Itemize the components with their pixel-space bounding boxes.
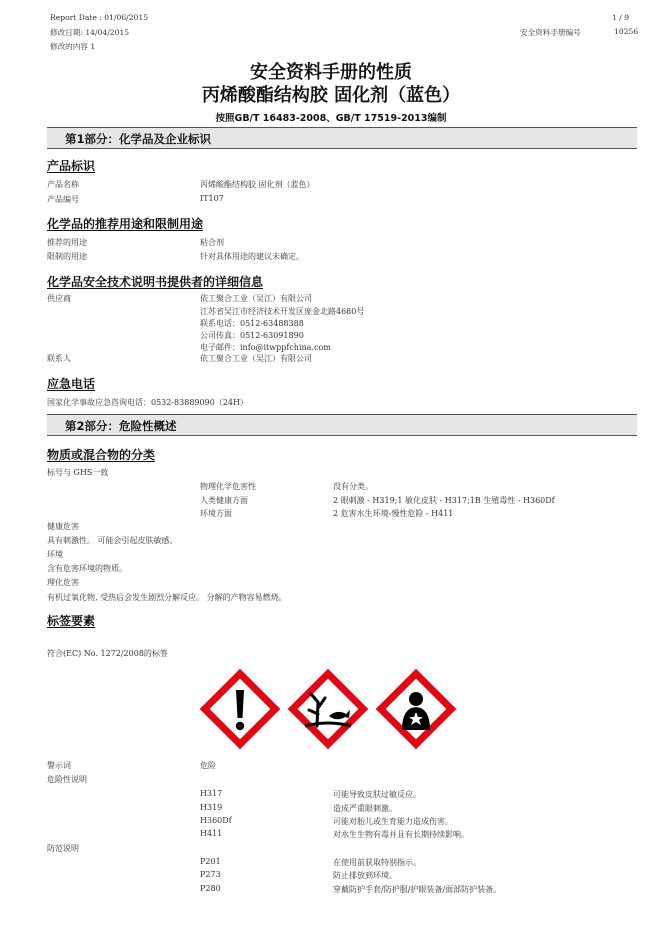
standard-note: 按照GB/T 16483-2008、GB/T 17519-2013编制	[215, 113, 447, 124]
hazard-text: 对水生生物有毒并且有长期持续影响。	[333, 830, 469, 839]
label-contact: 联系人	[47, 354, 71, 363]
value-physical-hazard: 没有分类。	[333, 482, 373, 491]
hazard-code: H319	[200, 803, 223, 812]
supplier-email: 电子邮件：info@itwppfchina.com	[200, 343, 331, 352]
precaution-text: 防止排放到环境。	[333, 871, 397, 880]
note-line: 有机过氧化物, 受热后会发生剧烈分解反应。 分解的产物容易燃烧。	[47, 593, 287, 602]
section-bar-label: 第1部分：化学品及企业标识	[65, 132, 212, 146]
hazard-text: 可能对胎儿或生育能力造成伤害。	[333, 817, 453, 826]
revision-date: 修改日期: 14/04/2015	[50, 28, 130, 37]
note-line: 含有危害环境的物质。	[47, 564, 127, 573]
product-title: 丙烯酸酯结构胶 固化剂（蓝色）	[201, 85, 461, 106]
label-product-name: 产品名称	[47, 180, 79, 189]
note-line: 环境	[47, 550, 63, 559]
supplier-line: 依工聚合工业（吴江）有限公司	[200, 294, 312, 303]
label-regulation: 符合(EC) No. 1272/2008的标签	[47, 649, 168, 658]
hazard-code: H317	[200, 789, 223, 798]
precaution-text: 穿戴防护手套/防护服/护眼装备/面部防护装备。	[333, 885, 502, 894]
supplier-line: 公司传真：0512-63091890	[200, 331, 304, 340]
value-recommended-use: 粘合剂	[200, 238, 224, 247]
value-product-code: IT107	[200, 194, 224, 203]
emergency-phone: 国家化学事故应急咨询电话：0532-83889090（24H）	[47, 398, 248, 407]
health-hazard-icon	[375, 668, 457, 750]
value-signal-word: 危险	[200, 761, 216, 770]
environment-hazard-icon	[287, 668, 369, 750]
hazard-code: H360Df	[200, 816, 232, 825]
label-ghs: 标号与 GHS一致	[47, 468, 109, 477]
sds-number-label: 安全资料手册编号	[520, 28, 581, 37]
precaution-text: 在使用前获取特别指示。	[333, 858, 421, 867]
heading-classification: 物质或混合物的分类	[47, 448, 156, 462]
label-product-code: 产品编号	[47, 195, 79, 204]
label-signal-word: 警示词	[47, 761, 71, 770]
heading-supplier: 化学品安全技术说明书提供者的详细信息	[47, 275, 264, 289]
label-recommended-use: 推荐的用途	[47, 238, 87, 247]
label-health-hazard: 人类健康方面	[200, 496, 248, 505]
heading-label-elements: 标签要素	[47, 614, 96, 628]
label-precautionary-statements: 防范说明	[47, 844, 79, 853]
label-supplier: 供应商	[47, 294, 71, 303]
hazard-text: 造成严重眼刺激。	[333, 804, 397, 813]
sds-number: 10256	[614, 27, 639, 36]
section-bar-part2	[47, 414, 637, 436]
heading-emergency: 应急电话	[47, 377, 96, 391]
document-title: 安全资料手册的性质	[250, 62, 412, 83]
supplier-line: 江苏省吴江市经济技术开发区庞金北路4680号	[200, 307, 365, 316]
value-environment-hazard: 2 危害水生环境-慢性危险 - H411	[333, 509, 454, 518]
supplier-line: 联系电话：0512-63488388	[200, 319, 304, 328]
precaution-code: P201	[200, 857, 221, 866]
heading-product-id: 产品标识	[47, 159, 96, 173]
section-bar-part1	[47, 127, 637, 149]
section-bar-label: 第2部分：危险性概述	[65, 419, 177, 433]
label-physical-hazard: 物理化学危害性	[200, 482, 256, 491]
value-health-hazard: 2 眼刺激 - H319;1 敏化皮肤 - H317;1B 生殖毒性 - H360Df	[333, 496, 555, 505]
report-date: Report Date : 01/06/2015	[50, 13, 149, 22]
hazard-text: 可能导致皮肤过敏反应。	[333, 790, 421, 799]
value-product-name: 丙烯酸酯结构胶 固化剂（蓝色）	[200, 180, 315, 189]
value-restricted-use: 针对具体用途的建议未确定。	[200, 252, 304, 261]
precaution-code: P280	[200, 884, 221, 893]
revision-content: 修改的内容 1	[50, 42, 96, 51]
exclamation-mark-icon	[199, 668, 281, 750]
label-environment-hazard: 环境方面	[200, 509, 232, 518]
heading-uses: 化学品的推荐用途和限制用途	[47, 217, 204, 231]
note-line: 理化危害	[47, 578, 79, 587]
hazard-code: H411	[200, 829, 223, 838]
label-restricted-use: 限制的用途	[47, 252, 87, 261]
value-contact: 依工聚合工业（吴江）有限公司	[200, 354, 312, 363]
note-line: 具有刺激性。 可能会引起皮肤敏感。	[47, 536, 178, 545]
label-hazard-statements: 危险性说明	[47, 775, 87, 784]
note-line: 健康危害	[47, 522, 79, 531]
precaution-code: P273	[200, 870, 221, 879]
page-number: 1 / 9	[612, 13, 630, 22]
